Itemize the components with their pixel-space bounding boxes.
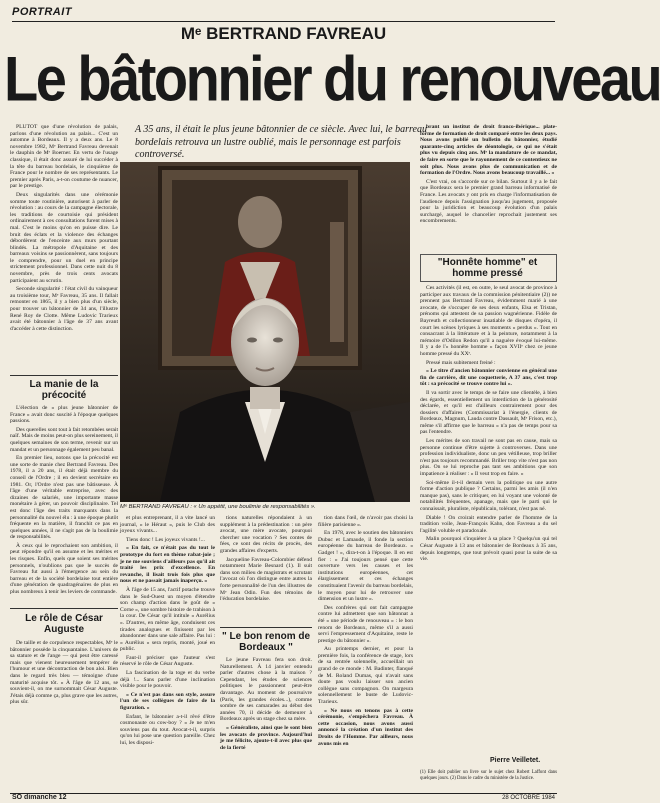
paragraph: Diable ! On croirait entendre parler de l'homme de la tradition voile, Jean-François Kahn, don Favreau a du sel l'agilité voluble et paradoxale. bbox=[420, 514, 557, 534]
subhead-honnete-homme: "Honnête homme" et homme pressé bbox=[437, 257, 538, 279]
paragraph: Tiens donc ! Les joyeux vivants !... bbox=[126, 536, 205, 543]
article-deck: A 35 ans, il était le plus jeune bâtonnier de ce siècle. Avec lui, le barreau bordelais retrouva un lustre oublié, mais le personnage est parfois controversé. bbox=[135, 124, 427, 160]
page-folio: SO dimanche 12 bbox=[12, 794, 67, 801]
pull-quote: « Ce n'est pas dans son style, assure l'un de ses collègues de faire de la figuration. » bbox=[120, 691, 215, 712]
paragraph: Des confrères qui ont fait campagne contre lui admettent que son bâtonnat a été « une période de renouveau » : le bon renom de Bordeaux, même s'il a aussi servi l'empressement d'Aquitaine, reste le prestige du bâtonnier ». bbox=[318, 604, 413, 644]
paragraph: et plus entreprenant, il a vite lancé un journal, « le Héraut », puis le Club des joyeux vivants... bbox=[120, 515, 215, 535]
paragraph: Soi-même il-t-il demain vers la politique ou une autre forme d'action publique ? Certains, parmi les amis (il n'en manque pas), sans le critiquer, en lui voyant une volonté de notabilités fréquentes, apanage, mais que le parti qui le connaissait, pluraliste, républicain, tolérant, n'est pas né. bbox=[420, 479, 557, 512]
subhead-rule bbox=[220, 627, 312, 628]
paragraph: C'est vrai, on s'accorde sur ce bilan. Surtout il y a le fait que Bordeaux sera le premier grand barreau informatisé de France. Les avocats y ont pris en charge l'informatisation de l'audience depuis l'assignation jusqu'au jugement, proposée pour la juridiction et beaucoup évolution d'un palais surchargé, auquel le chancelier reprochait justement ses encombrements. bbox=[420, 178, 557, 225]
paragraph: En 1978, avec le soutien des bâtonniers Dubuc et Lamaude, il fonde la section européenne du barreau de Bordeaux. « Gadget ! », dira-t-on à l'époque. Il en est fier : « J'ai toujours pensé que cette ouverture vers les causes et les institutions européennes, cet élargissement et ces échanges constituaient l'avenir du barreau bordelais, le moyen pour lui de retrouver une dimension et un lustre ». bbox=[318, 530, 413, 603]
paragraph: Malin pourquoi s'inquiéter à sa place ? Quelqu'un qui tel César Auguste à 13 ans et bâtonnier de Bordeaux à 35 ans, depuis longtemps, que tout prévoit quasi pour la suite de sa vie. bbox=[420, 536, 557, 563]
pull-quote: « Généraliste, ainsi que le sont bien les avocats de province. Aujourd'hui je me félicite, ajoute-t-il avec plus que de la fierté bbox=[220, 724, 312, 751]
portrait-photo bbox=[120, 162, 410, 502]
column-3b bbox=[220, 657, 312, 790]
paragraph: Au printemps dernier, et pour la première fois, la conférence de stage, lors de sa rentrée solennelle, accueillait un grand de ce monde : M. Badinter, flanqué de M. Roland Dumas, qui n'avait sans doute pas voulu laisser son ancien collègue sans compagnon. On margeura solennellement le buste de Ludovic-Trarieux. bbox=[318, 646, 413, 706]
pull-quote: « Le titre d'ancien bâtonnier convienne en général une fin de carrière, dit une coquetterie, A 37 ans, c'est trop tôt : sa précocité se trouve contre lui ». bbox=[420, 368, 557, 388]
column-1b bbox=[10, 405, 118, 605]
paragraph: L'élection de « plus jeune bâtonnier de France » avait donc suscité à l'époque quelques passions. bbox=[10, 405, 118, 425]
subhead-bon-renom: " Le bon renom de Bordeaux " bbox=[221, 631, 311, 653]
column-4 bbox=[318, 515, 413, 790]
photo-caption: Mᵉ BERTRAND FAVREAU : « Un appétit, une boulimie de responsabilités ». bbox=[120, 504, 316, 510]
subhead-cesar: Le rôle de César Auguste bbox=[25, 613, 103, 635]
article-kicker: Mᵉ BERTRAND FAVREAU bbox=[180, 24, 387, 43]
pull-quote: « Ne nous en tenons pas à cette cérémonie, s'empêchera Favreau. À cette occasion, nous avons aussi annoncé la création d'un institut des Droits de l'Homme. Par ailleurs, nous avons mis en bbox=[318, 707, 413, 747]
paragraph: En premier lieu, notons que la précocité est une sorte de manie chez Bertrand Favreau. Des 1978, il a 20 ans, il était déjà membre du conseil de l'Ordre ; il en devient secrétaire en 1981. Or, l'Ordre n'est pas une bâtisseuse. À l'âge d'une véritable entreprise, avec des dizaines de salariés, une importante masse monétaire à gérer, un pouvoir disciplinaire. Tel est donc l'âge des traits marquants dans la personnalité du nouvel élu : à une époque plutôt fréquente en la matière, il franchit ce pas en quelques années, il ne s'agit pas de la boulimie de responsabilités. bbox=[10, 455, 118, 541]
paragraph: Les mérites de son travail ne sont pas en cause, mais sa personne continue d'être sujette à controverses. Dans une profession individualiste, donc un peu vétilleuse, trop briller n'est pas toujours recommandé. Briller trop vite n'est pas non plus. On se lui reproche pas tant ses ambitions que son impatience à réaliser : « Il veut trop en faire. » bbox=[420, 438, 557, 478]
paragraph: Jacqueline Favreau-Colombier défend notamment Marie Besnard (1). Il suit dans son milieu de magistrats et scrutant l'avocat où l'on distingue entre autres la forte personnalité de l'un des illustres de Mᵉ Jean Odin. Fun des témoins de l'éducation bordelaise. bbox=[220, 556, 312, 603]
paragraph: Enfant, le bâtonnier a-t-il rêvé d'être cosmonaute ou cow-boy ? « Je ne m'en souviens pas du tout. Avocat-t-il, surpris qu'on lui pose une question pareille. Chez lui, les disposi- bbox=[120, 713, 215, 746]
column-1c bbox=[10, 640, 118, 790]
subhead-rule bbox=[10, 608, 118, 609]
subhead-rule bbox=[10, 375, 118, 376]
paragraph: PLUTOT que d'une révolution de palais, parlons d'une révolution au palais... C'est un automne à Bordeaux. Il y a deux ans. Le 8 novembre 1982, Mᵉ Bertrand Favreau devenait le dauphin de Mᵉ Boerner. En vertu de l'usage classique, il était donc assuré de lui succéder à la tête du barreau bordelais, le cinquième de France pour le nombre de ses représentants. Le premier après Paris, a-t-on coutume de nuancer, par le prestige. bbox=[10, 124, 118, 190]
top-rule bbox=[12, 21, 555, 22]
paragraph: À ceux qui le reprochaient son ambition, il peut répondre qu'il en assume et les mérites et les risques. Enfin, quels que soient ses mérites personnels, n'oublions pas que le succès de Favreau fut aussi à l'émergence au sein du barreau et de la société bordelaise tout entière d'une génération de quadragénaires de plus en plus nombreux à tenir les leviers de commande. bbox=[10, 542, 118, 596]
portrait-image bbox=[120, 162, 410, 502]
issue-date: 28 OCTOBRE 1984 bbox=[502, 795, 555, 801]
paragraph: Le jeune Favreau fera son droit. Naturellement. À 14 janvier entendu parler d'autres chose à la maison ? Cependant, les études de sciences politiques le passionnent peut-être davantage. Au moment de poursuivre (Paris, les grandes écoles...), comme sombre de ses camarades au début des années 70, il décide de demeurer à Bordeaux après un stage chez sa mère. bbox=[220, 657, 312, 723]
author-signature: Pierre Veilletet. bbox=[490, 757, 541, 764]
paragraph: Il va sortir avec le temps de se faire une clientèle, à bien des égards, essentiellement un interdiction de la générosité déclarée, et qu'il est d'ailleurs contrairement pour des dossiers d'affaires (Commissariat à l'énergie, clients de Bordeaux, Magnum, Lauda contre Dassault, Mᵉ Frison, etc.), même s'il affirme que le barreau « n'a pas de temps pour sa pas l'entendre. bbox=[420, 389, 557, 436]
column-5 bbox=[420, 124, 557, 249]
paragraph: Faut-il préciser que l'auteur s'est réservé le rôle de César Auguste. bbox=[120, 654, 215, 668]
column-1 bbox=[10, 124, 118, 374]
paragraph: Deux singularités dans une cérémonie somme toute routinière, autorisent à parler de révolution : au cours de la campagne électorale, les traditions de courtoisie qui président ordinairement à ces consultations furent mises à mal. C'est le moins qu'on en puisse dire. Le bruit des éclats et la violence des échanges débordèrent de l'enceinte aux murs pourtant blindés. La métropole d'Aquitaine et des barreaux voisins se passionnèrent, sans toujours le comprendre, pour un duel en principe strictement professionnel. Dans cette nuit du 8 novembre, près de trois cents avocats participaient au scrutin. bbox=[10, 191, 118, 284]
paragraph: La fascination de la toge et du verbe déjà !... Sans parler d'une inclination visible pour le pouvoir. bbox=[120, 670, 215, 690]
article-headline: Le bâtonnier du renouveau bbox=[4, 43, 660, 115]
paragraph: De taille et de corpulence respectables, Mᵉ le bâtonnier possède la cinquantaine. L'univers de sa stature et de l'ange — qui peut être caressé mais que vienent heureusement tempérer de l'humour et une décontraction de bon aloi. Bien dans le regard très bleu — témoigne d'une maturité acquise tôt. « À l'âge de 12 ans, se souvient-il, on me surnommait César Auguste. J'étais déjà comme ça, plus grave que les autres, plus sûr. bbox=[10, 640, 118, 706]
paragraph: Pressé mais subitement freiné : bbox=[426, 359, 496, 366]
paragraph: tion dans l'œil, de n'avoir pas choisi la filière parisienne ». bbox=[318, 515, 413, 528]
subhead-precocite: La manie de la précocité bbox=[29, 379, 99, 401]
paragraph: brant un institut de droit franco-ibérique... plate-forme de formation de droit comparé entre les deux pays. Nous avons publié un bulletin du bâtonnier, étudié quarante-cinq articles de déontologie, ce qui ne s'était plus vu depuis cinq ans. Mᵉ la mandature de ce mandat, de faire en sorte que le rayonnement de ce contentieux ne soit plus. Nous avons plus de communication et de formation de l'Ordre. Nous avons beaucoup travaillé... » bbox=[420, 124, 557, 177]
column-3 bbox=[220, 515, 312, 623]
paragraph: Ces activités (il est, en outre, le seul avocat de province à participer aux travaux de la commission pénitentiaire (2)) ne prennent pas Bertrand Favreau, évidemment marié à une avocate, de s'occuper de ses deux enfants, Elsa et Tristan, prénoms qui attestent de sa passion wagnérienne. Fidèle de Bayreuth et collectionneur insatiable de disques d'opéra, il court les scènes lyriques à ses moments « perdus ». Tout en consacrant à la littérature et à la peinture, notamment à la mémoire d'Odilon Redon qu'il a naguère évoqué lui-même. Il y a de l'« honnête homme » façon XVIIᵉ chez ce jeune homme pressé du XXᵉ. bbox=[420, 285, 557, 357]
paragraph: tions naturelles répondaient à un supplément à la prédestination : un père avocat, une mère avocate, pourquoi chercher une vocation ? Ses contes de fées, ce sont des récits de procès, des grandes affaires d'experts. bbox=[220, 515, 312, 554]
column-2 bbox=[120, 515, 215, 790]
paragraph: Des querelles sont tout à fait retombées serait naïf. Mais de moins peut-on plus sereinement, il quelques semaines de son terme, revenir sur un mandat et un personnage également peu banal. bbox=[10, 426, 118, 453]
paragraph: Seconde singularité : l'état civil du vainqueur au troisième tour, Mᵉ Favreau, 35 ans. Il fallait remonter en 1865, il y a bien plus d'un siècle, pour trouver un bâtonnier de 34 ans, l'illustre René Roy de Clotte. Même Ludovic Trarieux avait été bâtonnier à l'âge de 37 ans avant d'accéder à cette distinction. bbox=[10, 286, 118, 332]
pull-quote: « En fait, ce n'était pas du tout le prototype du fort en thème rabat-joie ; je ne me souviens d'ailleurs pas qu'il ait traité les prix d'excellence. En revanche, il lisait trois fois plus que nous et ne passait jamais inaperçu. » bbox=[120, 545, 215, 585]
footer-rule bbox=[10, 793, 557, 794]
footnotes: (1) Elle doit publier un livre sur le sujet chez Robert Laffont dans quelques jours. (2) Dans le cadre du ministère de la Justice. bbox=[420, 770, 557, 781]
section-rubric: PORTRAIT bbox=[12, 6, 73, 18]
column-5b bbox=[420, 285, 557, 753]
paragraph: À l'âge de 15 ans, l'actif potache trouve dans le Sud-Ouest un moyen d'étendre son champ d'action dans le goût de « Corne », une sombre histoire de trahison à la cour. De César qu'il intitule « Aurélius ». D'autres, en même âge, conduisent ces tirades analogues et finissent par les abandonner dans une sale affaire. Pas lui : « Aurélius » sera repris, monté, joué en public. bbox=[120, 586, 215, 653]
